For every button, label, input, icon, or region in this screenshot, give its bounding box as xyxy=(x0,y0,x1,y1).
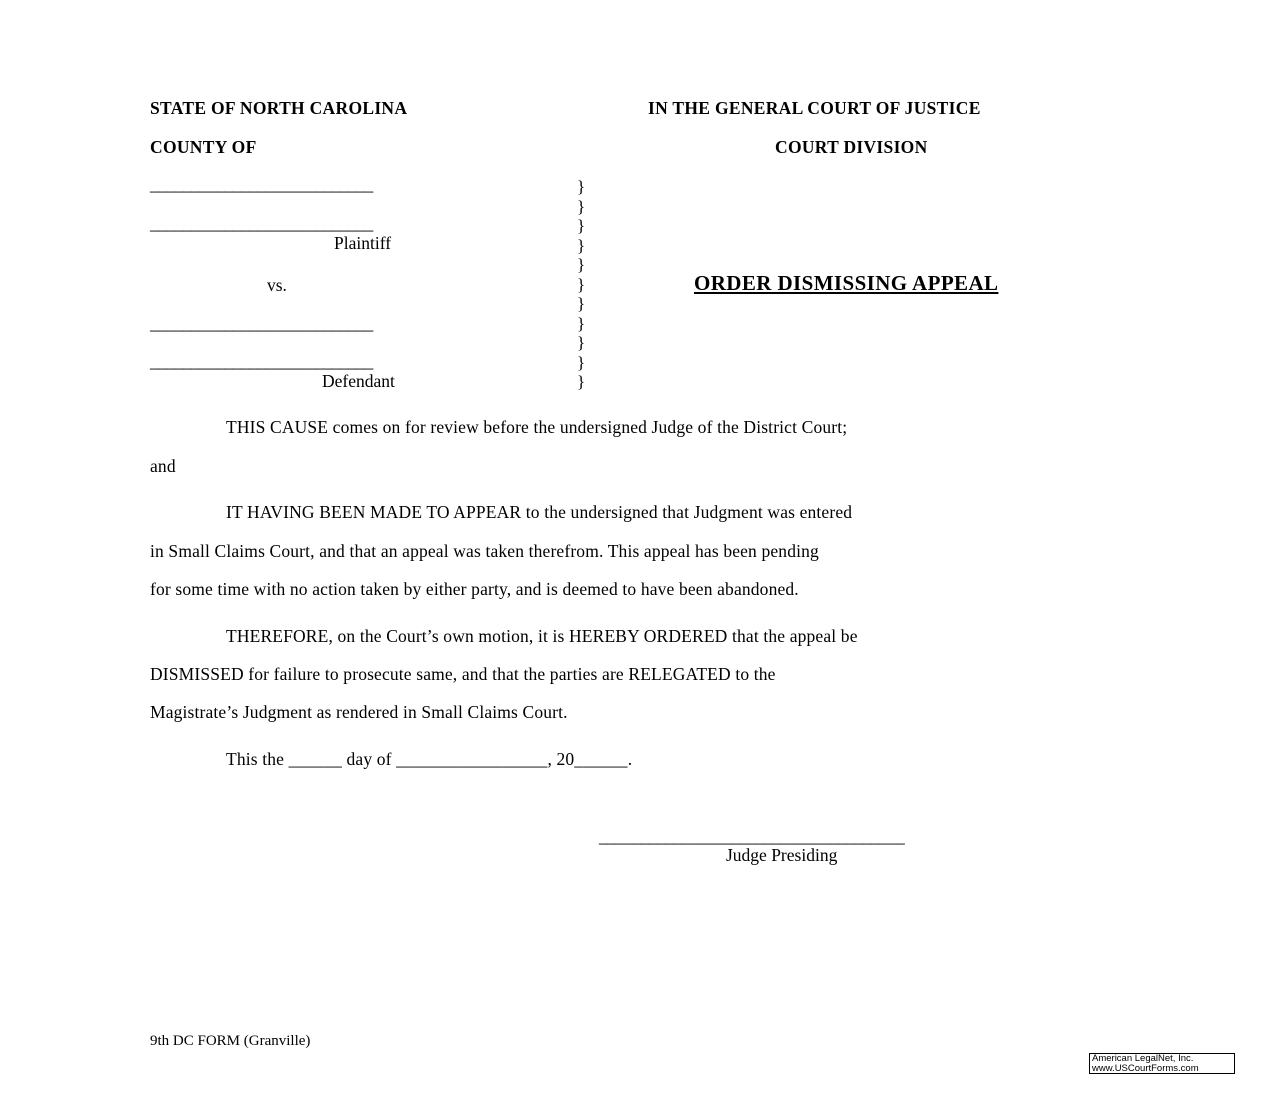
publisher-stamp xyxy=(1089,1053,1235,1074)
plaintiff-name-line-2[interactable]: ___________________________ xyxy=(150,213,373,233)
defendant-label: Defendant xyxy=(322,371,395,391)
paragraph-1-line-1: THIS CAUSE comes on for review before the undersigned Judge of the District Court; xyxy=(226,417,848,437)
brace-mark: } xyxy=(577,235,586,255)
date-line[interactable]: This the ______ day of _________________, 20______. xyxy=(226,749,633,769)
form-identifier: 9th DC FORM (Granville) xyxy=(150,1033,311,1049)
paragraph-3-line-3: Magistrate’s Judgment as rendered in Small Claims Court. xyxy=(150,702,568,722)
county-heading: COUNTY OF xyxy=(150,137,257,157)
judge-presiding-label: Judge Presiding xyxy=(726,845,838,865)
plaintiff-name-line-1[interactable]: ___________________________ xyxy=(150,174,373,194)
document-title: ORDER DISMISSING APPEAL xyxy=(694,271,999,295)
brace-mark: } xyxy=(577,255,586,274)
brace-mark: } xyxy=(577,274,586,294)
brace-mark: } xyxy=(577,333,586,352)
court-heading: IN THE GENERAL COURT OF JUSTICE xyxy=(648,98,981,118)
paragraph-2-line-2: in Small Claims Court, and that an appeal was taken therefrom. This appeal has been pending xyxy=(150,541,819,561)
brace-mark: } xyxy=(577,216,586,235)
plaintiff-label: Plaintiff xyxy=(334,233,392,253)
brace-mark: } xyxy=(577,177,586,196)
paragraph-2-line-3: for some time with no action taken by either party, and is deemed to have been abandoned. xyxy=(150,579,799,599)
brace-mark: } xyxy=(577,196,586,216)
paragraph-1-line-2: and xyxy=(150,456,176,476)
caption-brace-column xyxy=(577,177,585,392)
defendant-name-line-1[interactable]: ___________________________ xyxy=(150,313,373,333)
brace-mark: } xyxy=(577,294,586,313)
brace-mark: } xyxy=(577,352,586,372)
stamp-company: American LegalNet, Inc. xyxy=(1092,1053,1194,1064)
paragraph-3-line-2: DISMISSED for failure to prosecute same, and that the parties are RELEGATED to the xyxy=(150,664,776,684)
division-heading: COURT DIVISION xyxy=(775,137,928,157)
paragraph-3-line-1: THEREFORE, on the Court’s own motion, it is HEREBY ORDERED that the appeal be xyxy=(226,626,858,646)
brace-mark: } xyxy=(577,313,586,333)
stamp-url[interactable]: www.USCourtForms.com xyxy=(1092,1063,1199,1074)
paragraph-2-line-1: IT HAVING BEEN MADE TO APPEAR to the undersigned that Judgment was entered xyxy=(226,502,853,522)
brace-mark: } xyxy=(577,372,586,391)
defendant-name-line-2[interactable]: ___________________________ xyxy=(150,351,373,371)
judge-signature-line[interactable]: _____________________________________ xyxy=(599,826,905,846)
versus-label: vs. xyxy=(267,275,287,295)
state-heading: STATE OF NORTH CAROLINA xyxy=(150,98,408,118)
